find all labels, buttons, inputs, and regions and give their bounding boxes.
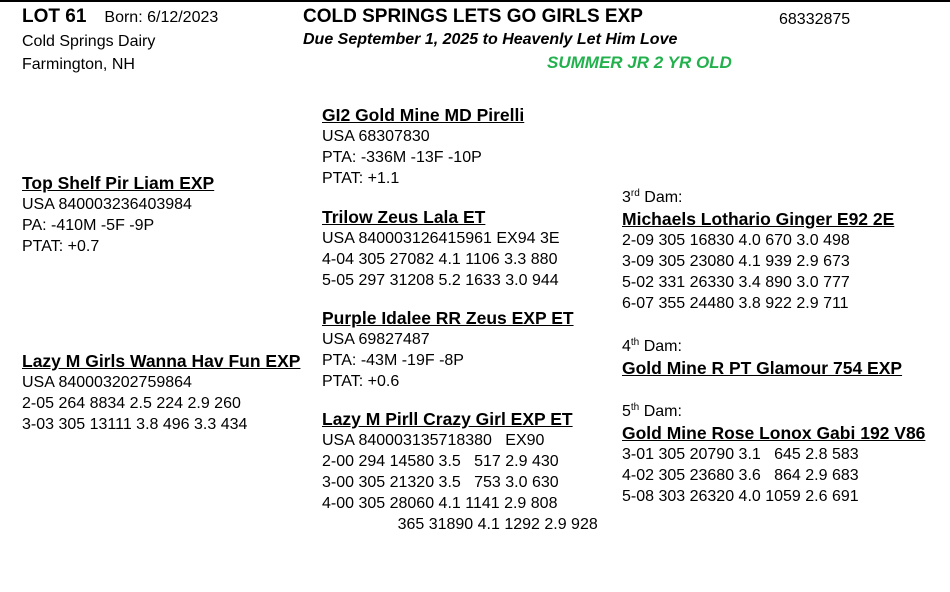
third-dam-record: 2-09 305 16830 4.0 670 3.0 498 bbox=[622, 232, 850, 249]
dam-sire-pta: PTA: -43M -19F -8P bbox=[322, 352, 464, 369]
fifth-dam-label: 5th Dam: bbox=[622, 402, 682, 420]
fourth-dam-name: Gold Mine R PT Glamour 754 EXP bbox=[622, 358, 903, 378]
animal-name: COLD SPRINGS LETS GO GIRLS EXP bbox=[303, 6, 643, 27]
sire-reg: USA 840003236403984 bbox=[22, 196, 192, 213]
dam-block bbox=[22, 350, 307, 435]
dam-dam-block bbox=[322, 408, 598, 535]
fourth-dam-label: 4th Dam: bbox=[622, 337, 682, 355]
fifth-dam-block bbox=[622, 401, 940, 507]
location: Farmington, NH bbox=[22, 56, 135, 73]
dam-sire-ptat: PTAT: +0.6 bbox=[322, 373, 400, 390]
sire-sire-reg: USA 68307830 bbox=[322, 128, 430, 145]
dam-record: 2-05 264 8834 2.5 224 2.9 260 bbox=[22, 395, 241, 412]
third-dam-record: 5-02 331 26330 3.4 890 3.0 777 bbox=[622, 274, 850, 291]
top-rule bbox=[0, 0, 950, 2]
sire-block bbox=[22, 172, 214, 257]
sire-dam-record: 5-05 297 31208 5.2 1633 3.0 944 bbox=[322, 272, 559, 289]
sire-sire-block bbox=[322, 104, 524, 189]
sire-sire-ptat: PTAT: +1.1 bbox=[322, 170, 400, 187]
sire-dam-reg: USA 840003126415961 EX94 3E bbox=[322, 230, 560, 247]
dam-dam-record: 4-00 305 28060 4.1 1141 2.9 808 bbox=[322, 495, 558, 512]
breeder: Cold Springs Dairy bbox=[22, 33, 156, 50]
dam-dam-record: 3-00 305 21320 3.5 753 3.0 630 bbox=[322, 474, 559, 491]
sire-dam-record: 4-04 305 27082 4.1 1106 3.3 880 bbox=[322, 251, 558, 268]
lot-number: LOT 61 bbox=[22, 6, 87, 27]
dam-sire-block bbox=[322, 307, 574, 392]
dam-reg: USA 840003202759864 bbox=[22, 374, 192, 391]
third-dam-name: Michaels Lothario Ginger E92 2E bbox=[622, 209, 895, 229]
fifth-dam-record: 4-02 305 23680 3.6 864 2.9 683 bbox=[622, 467, 859, 484]
dam-dam-reg: USA 840003135718380 EX90 bbox=[322, 432, 545, 449]
third-dam-label: 3rd Dam: bbox=[622, 188, 683, 206]
dam-record: 3-03 305 13111 3.8 496 3.3 434 bbox=[22, 416, 248, 433]
fourth-dam-block bbox=[622, 336, 902, 379]
sire-dam-name: Trilow Zeus Lala ET bbox=[322, 207, 486, 227]
dam-sire-name: Purple Idalee RR Zeus EXP ET bbox=[322, 308, 574, 328]
sire-dam-block bbox=[322, 206, 560, 291]
sire-sire-name: GI2 Gold Mine MD Pirelli bbox=[322, 105, 525, 125]
dam-sire-reg: USA 69827487 bbox=[322, 331, 430, 348]
sire-pa: PA: -410M -5F -9P bbox=[22, 217, 155, 234]
sire-name: Top Shelf Pir Liam EXP bbox=[22, 173, 215, 193]
dam-name: Lazy M Girls Wanna Hav Fun EXP bbox=[22, 351, 301, 371]
fifth-dam-record: 5-08 303 26320 4.0 1059 2.6 691 bbox=[622, 488, 859, 505]
due-date: Due September 1, 2025 to Heavenly Let Him Love bbox=[303, 31, 678, 48]
born-date: Born: 6/12/2023 bbox=[104, 9, 219, 26]
sire-ptat: PTAT: +0.7 bbox=[22, 238, 100, 255]
registration-number: 68332875 bbox=[779, 11, 851, 28]
sire-sire-pta: PTA: -336M -13F -10P bbox=[322, 149, 482, 166]
fifth-dam-name: Gold Mine Rose Lonox Gabi 192 V86 bbox=[622, 423, 926, 443]
dam-dam-record: 365 31890 4.1 1292 2.9 928 bbox=[362, 516, 598, 533]
third-dam-block bbox=[622, 187, 894, 314]
third-dam-record: 6-07 355 24480 3.8 922 2.9 711 bbox=[622, 295, 849, 312]
dam-dam-name: Lazy M Pirll Crazy Girl EXP ET bbox=[322, 409, 573, 429]
fifth-dam-record: 3-01 305 20790 3.1 645 2.8 583 bbox=[622, 446, 859, 463]
lot-header bbox=[22, 6, 218, 28]
dam-dam-record: 2-00 294 14580 3.5 517 2.9 430 bbox=[322, 453, 559, 470]
class-label: SUMMER JR 2 YR OLD bbox=[547, 53, 732, 72]
third-dam-record: 3-09 305 23080 4.1 939 2.9 673 bbox=[622, 253, 850, 270]
